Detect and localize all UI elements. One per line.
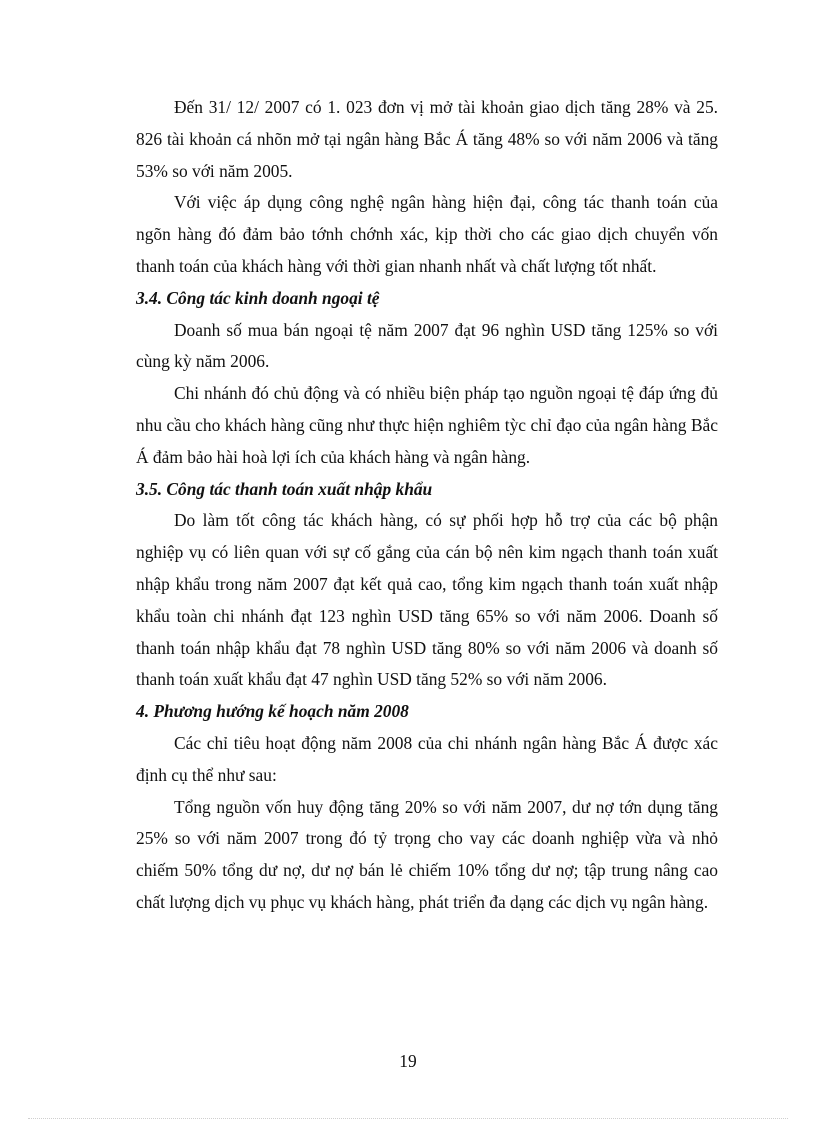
paragraph-technology: Với việc áp dụng công nghệ ngân hàng hiện đại, công tác thanh toán của ngõn hàng đó đảm bảo tớnh chớnh xác, kịp thời cho các giao dịch chuyển vốn thanh toán của khách hàng với thời gian nhanh nhất và chất lượng tốt nhất. bbox=[136, 192, 718, 276]
section-heading-3-4: 3.4. Công tác kinh doanh ngoại tệ bbox=[136, 287, 380, 308]
paragraph-import-export: Do làm tốt công tác khách hàng, có sự phối hợp hỗ trợ của các bộ phận nghiệp vụ có liên quan với sự cố gắng của cán bộ nên kim ngạch thanh toán xuất nhập khẩu trong năm 2007 đạt kết quả cao, tổng kim ngạch thanh toán xuất nhập khẩu toàn chi nhánh đạt 123 nghìn USD tăng 65% so với năm 2006. Doanh số thanh toán nhập khẩu đạt 78 nghìn USD tăng 80% so với năm 2006 và doanh số thanh toán xuất khẩu đạt 47 nghìn USD tăng 52% so với năm 2006. bbox=[136, 510, 718, 690]
page-bottom-divider bbox=[28, 1118, 788, 1119]
document-page bbox=[136, 92, 718, 919]
section-heading-3-5: 3.5. Công tác thanh toán xuất nhập khẩu bbox=[136, 478, 433, 499]
paragraph-forex-sales: Doanh số mua bán ngoại tệ năm 2007 đạt 96 nghìn USD tăng 125% so với cùng kỳ năm 2006. bbox=[136, 319, 718, 372]
paragraph-accounts: Đến 31/ 12/ 2007 có 1. 023 đơn vị mở tài khoản giao dịch tăng 28% và 25. 826 tài khoản cá nhõn mở tại ngân hàng Bắc Á tăng 48% so với năm 2006 và tăng 53% so với năm 2005. bbox=[136, 97, 718, 181]
paragraph-targets-intro: Các chỉ tiêu hoạt động năm 2008 của chi nhánh ngân hàng Bắc Á được xác định cụ thể như sau: bbox=[136, 732, 718, 785]
page-number: 19 bbox=[399, 1051, 417, 1071]
paragraph-targets-detail: Tổng nguồn vốn huy động tăng 20% so với năm 2007, dư nợ tớn dụng tăng 25% so với năm 2007 trong đó tỷ trọng cho vay các doanh nghiệp vừa và nhỏ chiếm 50% tổng dư nợ, dư nợ bán lẻ chiếm 10% tổng dư nợ; tập trung nâng cao chất lượng dịch vụ phục vụ khách hàng, phát triển đa dạng các dịch vụ ngân hàng. bbox=[136, 796, 718, 912]
section-heading-4: 4. Phương hướng kế hoạch năm 2008 bbox=[136, 701, 409, 722]
paragraph-forex-measures: Chi nhánh đó chủ động và có nhiều biện pháp tạo nguồn ngoại tệ đáp ứng đủ nhu cầu cho khách hàng cũng như thực hiện nghiêm tỳc chỉ đạo của ngân hàng Bắc Á đảm bảo hài hoà lợi ích của khách hàng và ngân hàng. bbox=[136, 383, 718, 467]
